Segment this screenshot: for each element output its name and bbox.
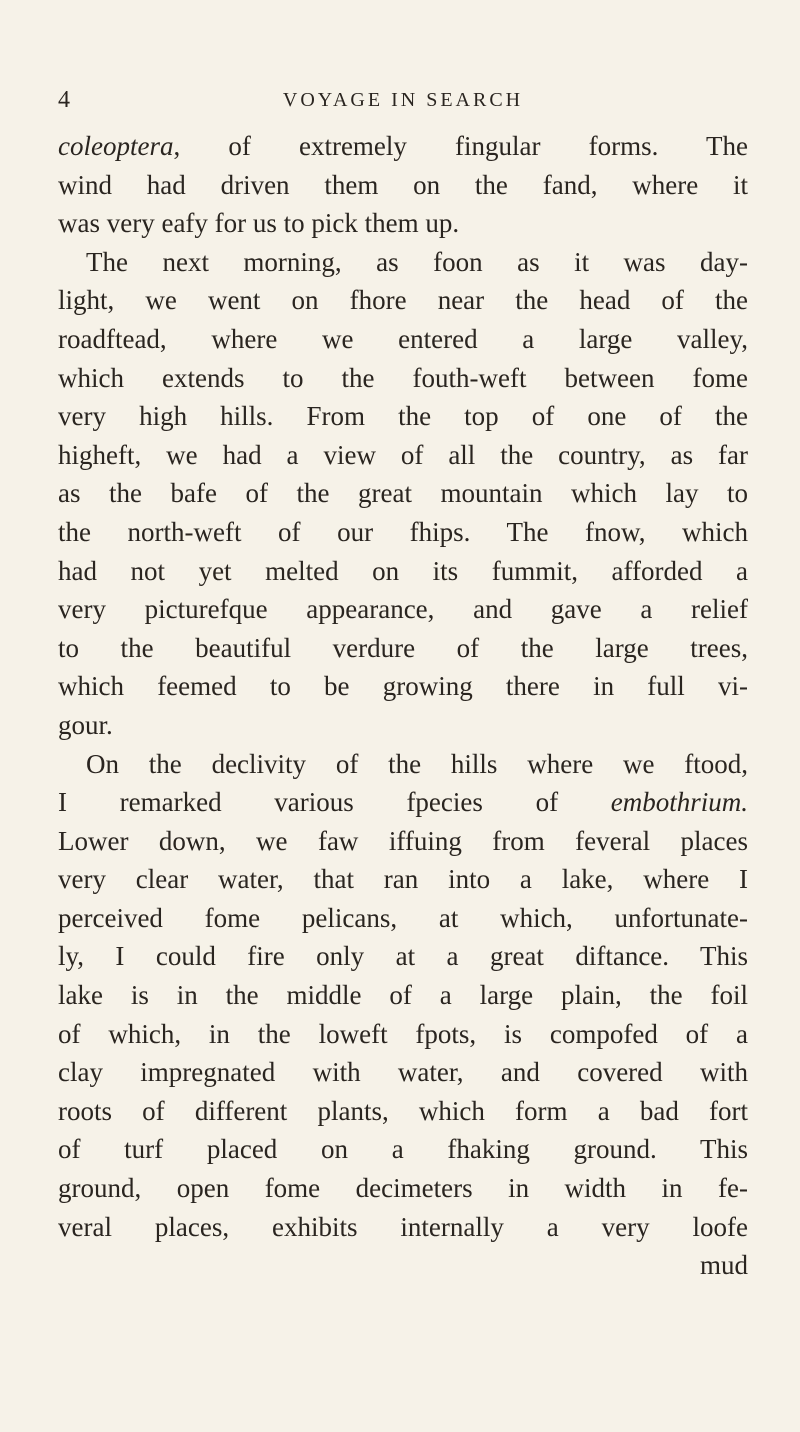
text-run: which extends to the fouth-weft between fome: [58, 362, 748, 393]
text-run: very high hills. From the top of one of the: [58, 401, 748, 432]
text-run: roots of different plants, which form a bad fort: [58, 1095, 748, 1126]
text-line: [58, 243, 748, 282]
body-text: [58, 127, 748, 1285]
text-run: of turf placed on a fhaking ground. This: [58, 1134, 748, 1165]
text-run: roadftead, where we entered a large valley,: [58, 323, 748, 354]
text-line: [58, 1130, 748, 1169]
text-line: [58, 937, 748, 976]
text-run: mud: [699, 1250, 748, 1281]
text-line: [58, 745, 748, 784]
text-run: I remarked various fpecies of: [58, 787, 611, 818]
text-line: [58, 667, 748, 706]
text-run: perceived fome pelicans, at which, unfortunate-: [58, 902, 748, 933]
text-line: [58, 513, 748, 552]
text-run: very picturefque appearance, and gave a relief: [58, 594, 748, 625]
running-head-title: VOYAGE IN SEARCH: [282, 89, 524, 111]
italic-text: embothrium.: [610, 787, 748, 818]
text-run: which feemed to be growing there in full vi-: [58, 671, 748, 702]
text-run: Lower down, we faw iffuing from feveral places: [58, 825, 748, 856]
text-line: [58, 281, 748, 320]
text-line: [58, 397, 748, 436]
text-line: [58, 590, 748, 629]
text-run: , of extremely fingular forms. The: [173, 131, 748, 161]
text-line: [58, 822, 748, 861]
text-line: [58, 1169, 748, 1208]
text-line: [58, 1053, 748, 1092]
text-run: ground, open fome decimeters in width in fe-: [58, 1173, 748, 1204]
text-run: was very eafy for us to pick them up.: [58, 208, 460, 239]
text-run: The next morning, as foon as it was day-: [86, 246, 748, 277]
text-line: [58, 860, 748, 899]
text-line: [58, 127, 748, 166]
text-run: lake is in the middle of a large plain, the foil: [58, 980, 748, 1011]
text-run: ly, I could fire only at a great diftance. This: [58, 941, 748, 972]
text-line: [58, 166, 748, 205]
text-run: veral places, exhibits internally a very loofe: [58, 1211, 748, 1242]
running-head: [58, 86, 748, 126]
text-line: [58, 320, 748, 359]
text-run: higheft, we had a view of all the country, as far: [58, 439, 748, 470]
text-run: as the bafe of the great mountain which lay to: [58, 478, 748, 509]
text-line: [58, 706, 748, 745]
text-run: On the declivity of the hills where we ftood,: [86, 748, 748, 779]
text-run: had not yet melted on its fummit, afforded a: [58, 555, 748, 586]
page-number: 4: [58, 87, 70, 113]
text-line: [58, 204, 748, 243]
text-line: [58, 1208, 748, 1247]
text-line: [58, 474, 748, 513]
text-run: of which, in the loweft fpots, is compofed of a: [58, 1018, 748, 1049]
text-line: [58, 899, 748, 938]
text-line: [58, 1015, 748, 1054]
text-run: clay impregnated with water, and covered with: [58, 1057, 748, 1088]
text-line: [58, 552, 748, 591]
text-line: [58, 436, 748, 475]
text-line: [58, 359, 748, 398]
text-line: [58, 1092, 748, 1131]
italic-text: coleoptera: [58, 131, 174, 161]
text-line: [58, 1246, 748, 1285]
text-line: [58, 629, 748, 668]
text-run: gour.: [58, 709, 113, 740]
text-run: wind had driven them on the fand, where it: [58, 169, 748, 200]
text-line: [58, 783, 748, 822]
text-run: to the beautiful verdure of the large trees,: [58, 632, 748, 663]
text-run: light, we went on fhore near the head of the: [58, 285, 748, 316]
text-line: [58, 976, 748, 1015]
text-run: very clear water, that ran into a lake, where I: [58, 864, 748, 895]
text-run: the north-weft of our fhips. The fnow, which: [58, 516, 748, 547]
